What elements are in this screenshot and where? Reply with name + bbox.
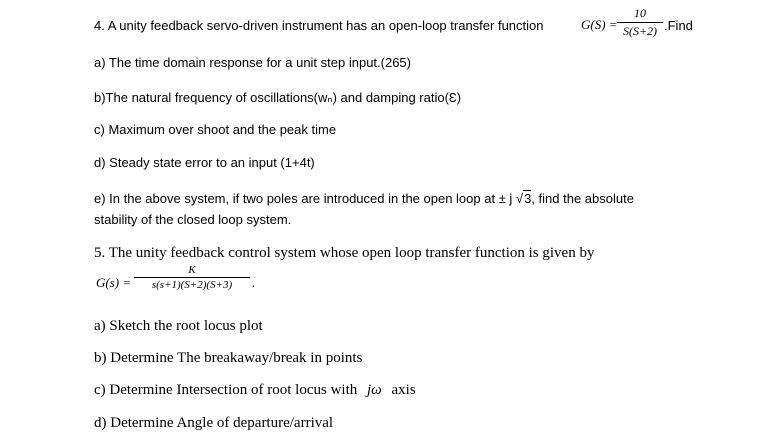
- q4-part-d: d) Steady state error to an input (1+4t): [94, 155, 315, 170]
- q5-transfer-function-fraction: [134, 264, 250, 291]
- q5-tf-lhs: G(s) =: [96, 275, 132, 290]
- q4-part-b: b)The natural frequency of oscillations(wₙ) and damping ratio(Ɛ): [94, 90, 462, 105]
- q4-intro: 4. A unity feedback servo-driven instrument has an open-loop transfer function: [94, 18, 544, 33]
- q5-intro: 5. The unity feedback control system whose open loop transfer function is given by: [94, 245, 595, 261]
- q5-tf-denominator: s(s+1)(S+2)(S+3): [151, 279, 233, 291]
- q5-part-c-axis: axis: [391, 382, 416, 398]
- q4-tf-numerator: 10: [634, 6, 646, 20]
- sqrt-icon: √: [515, 191, 524, 206]
- q4-part-a: a) The time domain response for a unit step input.(265): [94, 55, 411, 70]
- q5-part-c-text: c) Determine Intersection of root locus with: [94, 382, 358, 398]
- q5-part-d: d) Determine Angle of departure/arrival: [94, 415, 334, 431]
- q4-tf-denominator: S(S+2): [622, 24, 658, 38]
- q5-part-b: b) Determine The breakaway/break in points: [94, 350, 363, 366]
- q4-part-e-line2: stability of the closed loop system.: [94, 212, 292, 227]
- q4-part-e-text-end: , find the absolute: [531, 191, 634, 206]
- q4-sqrt-argument: 3: [524, 191, 532, 206]
- q4-part-c: c) Maximum over shoot and the peak time: [94, 122, 337, 137]
- q4-find-text: .Find: [664, 18, 693, 33]
- q4-part-e-text: e) In the above system, if two poles are introduced in the open loop at ± j: [94, 191, 513, 206]
- q5-fraction-bar: [134, 277, 250, 278]
- q5-tf-period: .: [252, 275, 256, 290]
- q5-tf-numerator: K: [188, 264, 196, 276]
- q4-part-e-line1: [94, 191, 634, 206]
- q5-part-a: a) Sketch the root locus plot: [94, 318, 263, 334]
- q5-part-c: [94, 382, 416, 399]
- q4-transfer-function-fraction: [617, 6, 663, 39]
- q5-jw-symbol: jω: [367, 382, 382, 398]
- q4-tf-lhs: G(S) =: [581, 17, 618, 32]
- q4-fraction-bar: [617, 22, 663, 23]
